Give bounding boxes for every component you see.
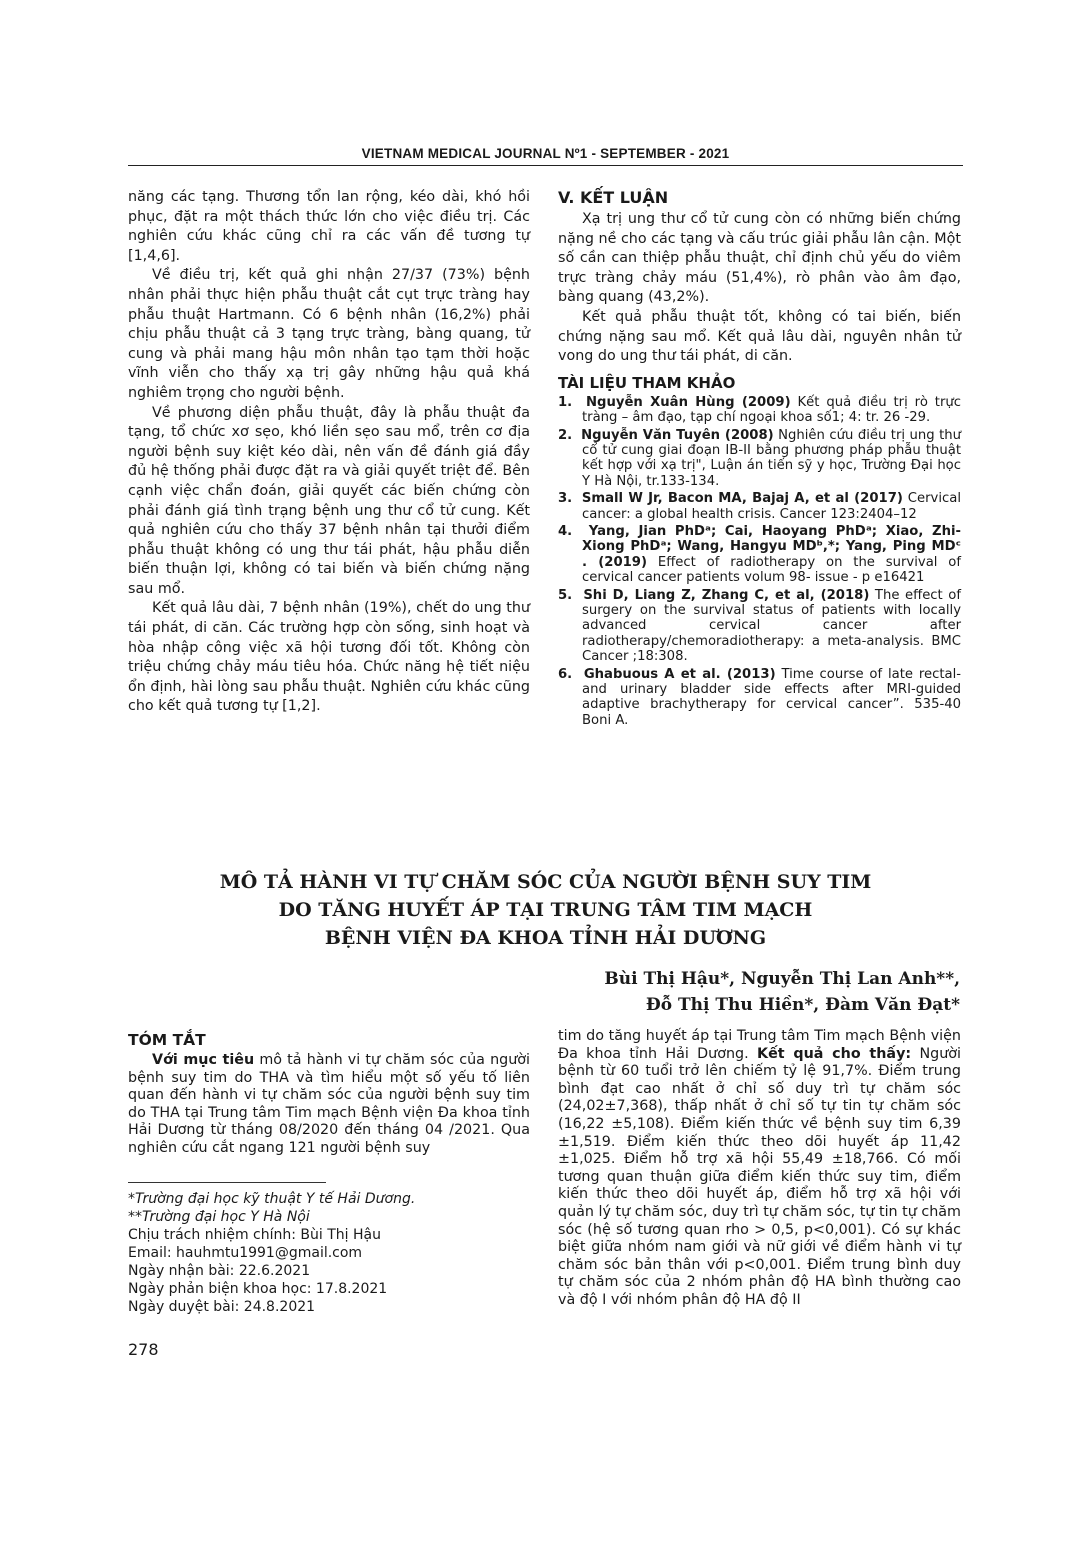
- title-line: DO TĂNG HUYẾT ÁP TẠI TRUNG TÂM TIM MẠCH: [278, 899, 813, 921]
- author-line: Đỗ Thị Thu Hiền*, Đàm Văn Đạt*: [645, 995, 960, 1015]
- header-rule: [128, 165, 963, 166]
- date-reviewed: Ngày phản biện khoa học: 17.8.2021: [128, 1281, 388, 1297]
- title-line: BỆNH VIỆN ĐA KHOA TỈNH HẢI DƯƠNG: [324, 927, 767, 949]
- reference-item: 5. Shi D, Liang Z, Zhang C, et al, (2018) The effect of surgery on the survival status of patients with locally advanced cervical cancer after radiotherapy/chemoradiotherapy: a meta-analysis. BMC Cancer ;18:308.: [558, 587, 961, 665]
- date-received: Ngày nhận bài: 22.6.2021: [128, 1263, 311, 1279]
- abstract-right: [558, 1028, 961, 1310]
- article-title: [128, 868, 963, 952]
- conclusion-heading: V. KẾT LUẬN: [558, 188, 669, 207]
- author-line: Bùi Thị Hậu*, Nguyễn Thị Lan Anh**,: [604, 969, 960, 989]
- corresponding-author: Chịu trách nhiệm chính: Bùi Thị Hậu: [128, 1227, 381, 1243]
- left-column: [128, 188, 530, 717]
- affiliation-2: **Trường đại học Y Hà Nội: [128, 1209, 310, 1225]
- references-heading: TÀI LIỆU THAM KHẢO: [558, 373, 736, 392]
- paragraph: Kết quả phẫu thuật tốt, không có tai biến, biến chứng nặng sau mổ. Kết quả lâu dài, nguyên nhân tử vong do ung thư tái phát, di căn.: [558, 308, 961, 365]
- article-authors: [604, 966, 960, 1018]
- paragraph: Xạ trị ung thư cổ tử cung còn có những biến chứng nặng nề cho các tạng và cấu trúc giải phẫu lân cận. Một số cần can thiệp phẫu thuật, chỉ định chủ yếu do viêm trực tràng chảy máu (51,4%), rò phân vào âm đạo, bàng quang (43,2%).: [558, 211, 961, 306]
- paragraph: năng các tạng. Thương tổn lan rộng, kéo dài, khó hồi phục, đặt ra một thách thức lớn cho việc điều trị. Các nghiên cứu khác cũng chỉ ra các vấn đề tương tự [1,4,6].: [128, 189, 530, 264]
- paragraph: Về điều trị, kết quả ghi nhận 27/37 (73%) bệnh nhân phải thực hiện phẫu thuật cắt cụt trực tràng hay phẫu thuật Hartmann. Có 6 bệnh nhân (16,2%) phải chịu phẫu thuật cả 3 tạng trực tràng, bàng quang, tử cung và phải mang hậu môn nhân tạo tạm thời hoặc vĩnh viễn cho thấy xạ trị gây những hậu quả khá nghiêm trọng cho người bệnh.: [128, 267, 530, 401]
- right-column: [558, 188, 961, 730]
- journal-header: VIETNAM MEDICAL JOURNAL Nº1 - SEPTEMBER - 2021: [361, 146, 730, 161]
- abstract-heading: TÓM TẮT: [128, 1031, 206, 1049]
- abstract-paragraph: tim do tăng huyết áp tại Trung tâm Tim mạch Bệnh viện Đa khoa tỉnh Hải Dương. Kết quả cho thấy: Người bệnh từ 60 tuổi trở lên chiếm tỷ lệ 91,7%. Điểm trung bình đạt cao nhất ở chỉ số duy trì tự chăm sóc (24,02±7,368), thấp nhất ở chỉ số tự tin tự chăm sóc (16,22 ±5,108). Điểm kiến thức về bệnh suy tim 6,39 ±1,519. Điểm kiến thức theo dõi huyết áp 11,42 ±1,025. Điểm hỗ trợ xã hội 55,49 ±18,766. Có mối tương quan thuận giữa điểm kiến thức suy tim, điểm kiến thức theo dõi huyết áp, điểm hỗ trợ xã hội với quản lý tự chăm sóc, duy trì tự chăm sóc, tự tin tự chăm sóc (hệ số tương quan rho > 0,5, p<0,001). Có sự khác biệt giữa nhóm nam giới và nữ giới về điểm hành vi tự chăm sóc bản thân với p<0,001. Điểm trung bình duy tự chăm sóc của 2 nhóm phân độ HA bình thường cao và độ I với nhóm phân độ HA độ II: [558, 1028, 961, 1308]
- page-number: 278: [128, 1340, 159, 1359]
- reference-item: 2. Nguyễn Văn Tuyên (2008) Nghiên cứu điều trị ung thư cổ tử cung giai đoạn IB-II bằng phương pháp phẫu thuật kết hợp với xạ trị", Luận án tiến sỹ y học, Trường Đại học Y Hà Nội, tr.133-134.: [558, 427, 961, 489]
- affiliation-1: *Trường đại học kỹ thuật Y tế Hải Dương.: [128, 1191, 416, 1207]
- reference-item: 4. Yang, Jian PhDᵃ; Cai, Haoyang PhDᵃ; Xiao, Zhi-Xiong PhDᵃ; Wang, Hangyu MDᵇ,*; Yang, Ping MDᶜ . (2019) Effect of radiotherapy on the survival of cervical cancer patients volum 98- issue - p e16421: [558, 524, 961, 586]
- date-accepted: Ngày duyệt bài: 24.8.2021: [128, 1299, 316, 1315]
- reference-item: 1. Nguyễn Xuân Hùng (2009) Kết quả điều trị rò trực tràng – âm đạo, tạp chí ngoại khoa số1; 4: tr. 26 -29.: [558, 394, 961, 426]
- paragraph: Kết quả lâu dài, 7 bệnh nhân (19%), chết do ung thư tái phát, di căn. Các trường hợp còn sống, sinh hoạt và hòa nhập công việc xã hội tương đối tốt. Không còn triệu chứng chảy máu tiêu hóa. Chức năng hệ tiết niệu ổn định, hài lòng sau phẫu thuật. Nghiên cứu khác cũng cho kết quả tương tự [1,2].: [128, 600, 530, 715]
- paragraph: Về phương diện phẫu thuật, đây là phẫu thuật đa tạng, tổ chức xơ sẹo, khó liền sẹo sau mổ, trên cơ địa người bệnh suy kiệt kéo dài, nên vấn đề đánh giá đầy đủ hệ thống phải được đặt ra và giải quyết triệt để. Bên cạnh việc chẩn đoán, giải quyết các biến chứng còn phải đánh giá tình trạng bệnh ung thư cổ tử cung. Kết quả nghiên cứu cho thấy 37 bệnh nhân tại thưởi điểm phẫu thuật không có ung thư tái phát, hậu phẫu diễn biến thuận lợi, không có tai biến và biến chứng nặng sau mổ.: [128, 404, 530, 597]
- abstract-left: [128, 1030, 530, 1158]
- footnotes: [128, 1190, 530, 1316]
- title-line: MÔ TẢ HÀNH VI TỰ CHĂM SÓC CỦA NGƯỜI BỆNH SUY TIM: [219, 871, 872, 893]
- abstract-paragraph: Với mục tiêu mô tả hành vi tự chăm sóc của người bệnh suy tim do THA và tìm hiểu một số yếu tố liên quan đến hành vi tự chăm sóc của người bệnh suy tim do THA tại Trung tâm Tim mạch Bệnh viện Đa khoa tỉnh Hải Dương từ tháng 08/2020 đến tháng 04 /2021. Qua nghiên cứu cắt ngang 121 người bệnh suy: [128, 1052, 531, 1156]
- footnote-rule: [128, 1182, 326, 1183]
- reference-item: 6. Ghabuous A et al. (2013) Time course of late rectal- and urinary bladder side effects after MRI-guided adaptive brachytherapy for cervical cancer”. 535-40 Boni A.: [558, 666, 961, 728]
- email: Email: hauhmtu1991@gmail.com: [128, 1245, 363, 1261]
- reference-item: 3. Small W Jr, Bacon MA, Bajaj A, et al (2017) Cervical cancer: a global health crisis. Cancer 123:2404–12: [558, 491, 961, 522]
